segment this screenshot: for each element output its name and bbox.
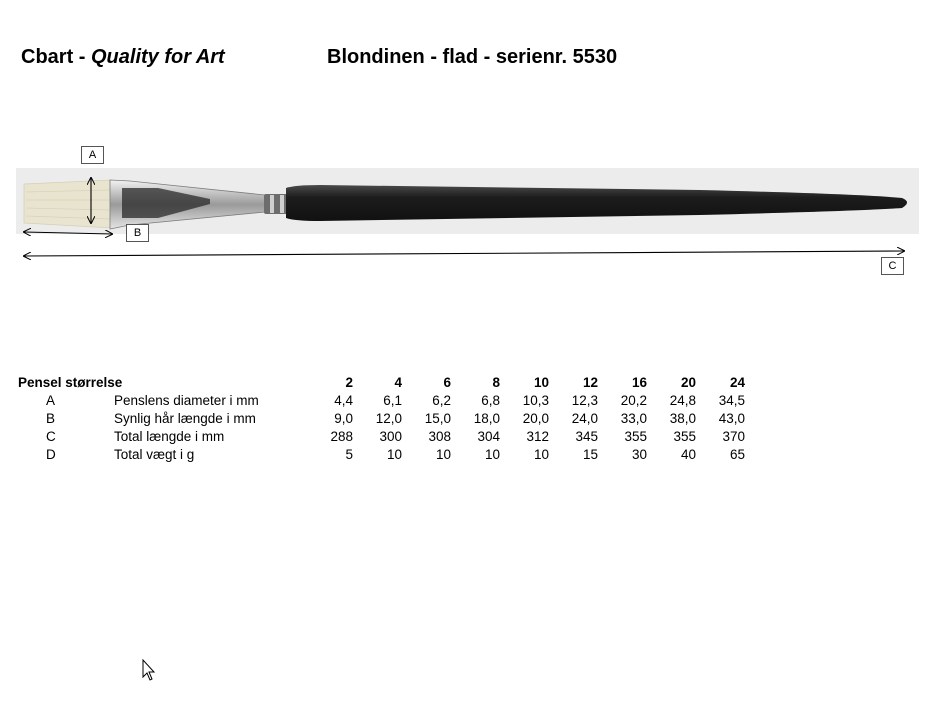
size-col-6: 16 bbox=[631, 374, 647, 390]
size-col-8: 24 bbox=[729, 374, 745, 390]
mouse-cursor-icon bbox=[142, 659, 158, 683]
brand-tagline: Quality for Art bbox=[91, 46, 225, 68]
brush-bristles bbox=[24, 180, 112, 228]
table-cell: 312 bbox=[526, 428, 549, 444]
size-col-2: 6 bbox=[443, 374, 451, 390]
row-label: Total længde i mm bbox=[114, 428, 225, 444]
table-cell: 308 bbox=[428, 428, 451, 444]
size-col-0: 2 bbox=[345, 374, 353, 390]
table-cell: 38,0 bbox=[669, 410, 696, 426]
table-row bbox=[18, 445, 745, 463]
table-cell: 10,3 bbox=[522, 392, 549, 408]
ferrule-crimp bbox=[264, 194, 288, 214]
table-cell: 43,0 bbox=[718, 410, 745, 426]
table-cell: 10 bbox=[533, 446, 549, 462]
brush-diagram bbox=[0, 0, 933, 300]
table-cell: 6,1 bbox=[383, 392, 402, 408]
label-c: C bbox=[881, 257, 904, 275]
row-label: Total vægt i g bbox=[114, 446, 195, 462]
size-col-7: 20 bbox=[680, 374, 696, 390]
table-cell: 15,0 bbox=[424, 410, 451, 426]
table-cell: 30 bbox=[631, 446, 647, 462]
table-cell: 370 bbox=[722, 428, 745, 444]
table-cell: 40 bbox=[680, 446, 696, 462]
table-cell: 10 bbox=[386, 446, 402, 462]
table-cell: 355 bbox=[673, 428, 696, 444]
table-cell: 5 bbox=[345, 446, 353, 462]
size-header-row bbox=[18, 373, 745, 391]
table-row bbox=[18, 391, 745, 409]
table-cell: 20,2 bbox=[620, 392, 647, 408]
table-cell: 300 bbox=[379, 428, 402, 444]
size-col-1: 4 bbox=[394, 374, 402, 390]
table-cell: 24,8 bbox=[669, 392, 696, 408]
table-cell: 34,5 bbox=[718, 392, 745, 408]
table-cell: 15 bbox=[582, 446, 598, 462]
row-label: Penslens diameter i mm bbox=[114, 392, 259, 408]
size-table bbox=[18, 373, 745, 463]
table-cell: 20,0 bbox=[522, 410, 549, 426]
row-label: Synlig hår længde i mm bbox=[114, 410, 256, 426]
row-key: D bbox=[46, 446, 56, 462]
table-cell: 12,3 bbox=[571, 392, 598, 408]
product-title: Blondinen - flad - serienr. 5530 bbox=[327, 46, 618, 68]
table-cell: 4,4 bbox=[334, 392, 353, 408]
table-cell: 6,2 bbox=[432, 392, 451, 408]
label-b: B bbox=[126, 224, 149, 242]
table-cell: 18,0 bbox=[473, 410, 500, 426]
table-cell: 12,0 bbox=[375, 410, 402, 426]
brand-name: Cbart - bbox=[21, 46, 91, 68]
dimension-c-arrow bbox=[24, 251, 904, 256]
size-header-label: Pensel størrelse bbox=[18, 374, 123, 390]
table-cell: 288 bbox=[330, 428, 353, 444]
size-col-4: 10 bbox=[533, 374, 549, 390]
table-cell: 9,0 bbox=[334, 410, 353, 426]
table-cell: 10 bbox=[435, 446, 451, 462]
table-cell: 10 bbox=[484, 446, 500, 462]
row-key: C bbox=[46, 428, 56, 444]
table-cell: 355 bbox=[624, 428, 647, 444]
table-row bbox=[18, 427, 745, 445]
table-cell: 304 bbox=[477, 428, 500, 444]
table-cell: 6,8 bbox=[481, 392, 500, 408]
row-key: A bbox=[46, 392, 56, 408]
table-cell: 345 bbox=[575, 428, 598, 444]
row-key: B bbox=[46, 410, 56, 426]
table-cell: 24,0 bbox=[571, 410, 598, 426]
size-col-5: 12 bbox=[582, 374, 598, 390]
table-cell: 33,0 bbox=[620, 410, 647, 426]
table-cell: 65 bbox=[729, 446, 745, 462]
table-row bbox=[18, 409, 745, 427]
size-col-3: 8 bbox=[492, 374, 500, 390]
label-a: A bbox=[81, 146, 104, 164]
